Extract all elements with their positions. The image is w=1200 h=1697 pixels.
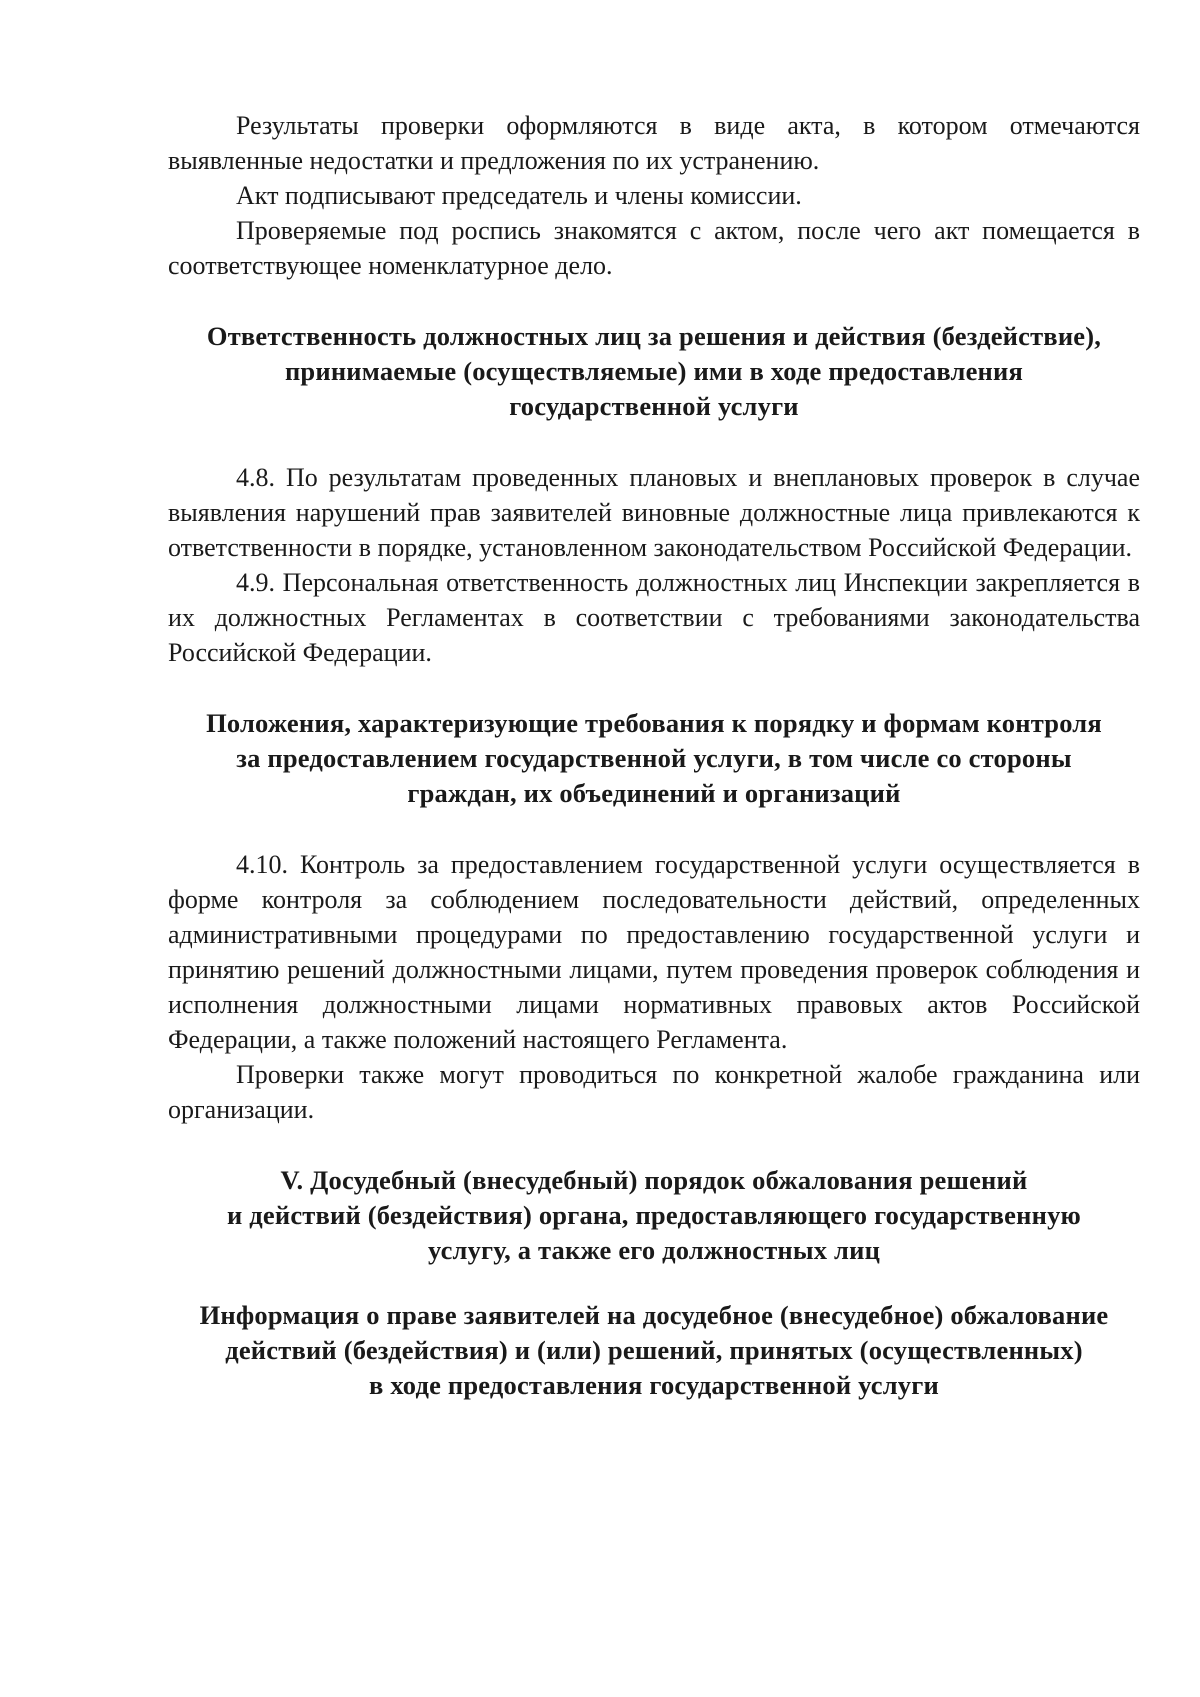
heading-appeal-rights-info: [168, 1298, 1140, 1403]
paragraph-act-signing: Акт подписывают председатель и члены комиссии.: [236, 181, 802, 210]
heading-line: и действий (бездействия) органа, предоставляющего государственную: [227, 1200, 1081, 1230]
paragraph-check-results: Результаты проверки оформляются в виде акта, в котором отмечаются выявленные недостатки и предложения по их устранению.: [168, 111, 1140, 175]
heading-line: Информация о праве заявителей на досудебное (внесудебное) обжалование: [199, 1300, 1109, 1330]
paragraph-complaint-checks: Проверки также могут проводиться по конкретной жалобе гражданина или организации.: [168, 1060, 1140, 1124]
heading-line: за предоставлением государственной услуги, в том числе со стороны: [236, 743, 1072, 773]
heading-line: услугу, а также его должностных лиц: [427, 1235, 881, 1265]
spacer: [168, 1127, 1140, 1163]
spacer: [168, 424, 1140, 460]
heading-line: в ходе предоставления государственной услуги: [369, 1370, 939, 1400]
heading-line: Ответственность должностных лиц за решения и действия (бездействие),: [206, 321, 1102, 351]
paragraph-4-8: 4.8. По результатам проведенных плановых и внеплановых проверок в случае выявления нарушений прав заявителей виновные должностные лица привлекаются к ответственности в порядке, установленном законодательством Российской Федерации.: [168, 463, 1140, 562]
heading-line: государственной услуги: [509, 391, 799, 421]
spacer: [168, 811, 1140, 847]
heading-line: принимаемые (осуществляемые) ими в ходе предоставления: [284, 356, 1024, 386]
spacer: [168, 1268, 1140, 1298]
heading-line: граждан, их объединений и организаций: [407, 778, 901, 808]
heading-line: действий (бездействия) и (или) решений, принятых (осуществленных): [225, 1335, 1083, 1365]
heading-control-requirements: [168, 706, 1140, 811]
heading-section-v: [168, 1163, 1140, 1268]
spacer: [168, 283, 1140, 319]
heading-line: Положения, характеризующие требования к порядку и формам контроля: [206, 708, 1102, 738]
spacer: [168, 670, 1140, 706]
heading-line: V. Досудебный (внесудебный) порядок обжалования решений: [280, 1165, 1028, 1195]
heading-officials-responsibility: [168, 319, 1140, 424]
paragraph-4-9: 4.9. Персональная ответственность должностных лиц Инспекции закрепляется в их должностных Регламентах в соответствии с требованиями законодательства Российской Федерации.: [168, 568, 1140, 667]
page-content: [168, 108, 1140, 1403]
paragraph-4-10: 4.10. Контроль за предоставлением государственной услуги осуществляется в форме контроля за соблюдением последовательности действий, определенных административными процедурами по предоставлению государственной услуги и принятию решений должностными лицами, путем проведения проверок соблюдения и исполнения должностными лицами нормативных правовых актов Российской Федерации, а также положений настоящего Регламента.: [168, 850, 1140, 1054]
paragraph-act-familiarization: Проверяемые под роспись знакомятся с актом, после чего акт помещается в соответствующее номенклатурное дело.: [168, 216, 1140, 280]
